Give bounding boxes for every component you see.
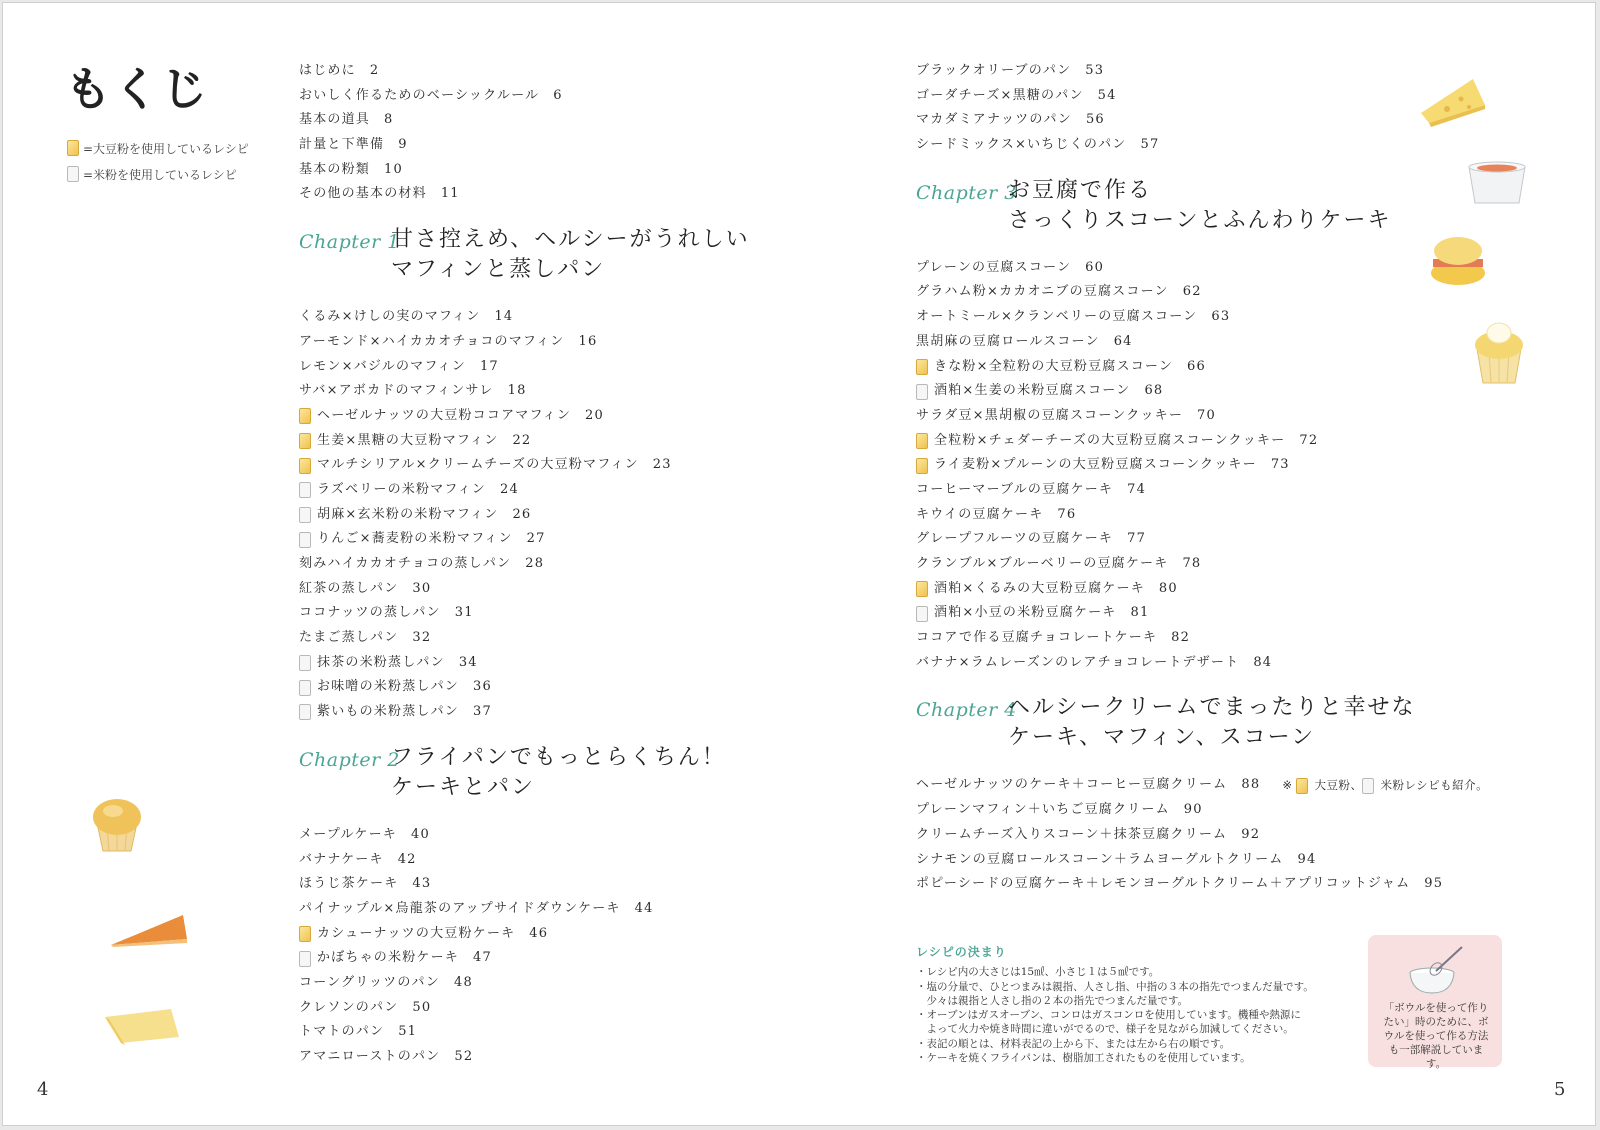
- rice-flour-icon: [1362, 778, 1374, 794]
- rules-line: ・表記の順とは、材料表記の上から下、または左から右の順です。: [916, 1037, 1231, 1050]
- entry-page: 36: [473, 679, 492, 695]
- toc-entry[interactable]: [299, 1020, 859, 1045]
- rice-flour-icon: [299, 532, 311, 548]
- toc-entry[interactable]: [916, 626, 1516, 651]
- entry-page: 14: [494, 309, 514, 325]
- entry-title: はじめに: [299, 63, 356, 78]
- chapter-title-line: 甘さ控えめ、ヘルシーがうれしい: [391, 227, 750, 253]
- toc-entry[interactable]: [916, 429, 1516, 454]
- toc-entry[interactable]: [916, 280, 1516, 305]
- toc-entry[interactable]: [916, 823, 1516, 848]
- entry-page: 84: [1253, 654, 1273, 670]
- toc-entry[interactable]: [916, 256, 1516, 281]
- chapter-title: [391, 743, 726, 803]
- legend: [67, 135, 249, 187]
- toc-entry[interactable]: [299, 577, 859, 602]
- chapter-title-line: ケーキとパン: [391, 774, 536, 800]
- soy-flour-icon: [916, 581, 928, 597]
- chapter-title: [391, 225, 750, 285]
- toc-entry[interactable]: [299, 453, 859, 478]
- entry-page: 42: [397, 851, 417, 867]
- chapter-title-line: ケーキ、マフィン、スコーン: [1008, 725, 1316, 751]
- rice-flour-icon: [67, 166, 79, 182]
- soy-flour-icon: [1296, 778, 1308, 794]
- toc-entry[interactable]: [916, 404, 1516, 429]
- entry-page: 60: [1085, 259, 1105, 275]
- entry-title: 生姜×黒糖の大豆粉マフィン: [317, 432, 499, 448]
- entry-title: バナナケーキ: [299, 851, 384, 867]
- legend-row-soy: [67, 135, 249, 161]
- entry-page: 37: [473, 704, 492, 720]
- entry-page: 80: [1158, 580, 1178, 596]
- toc-entry[interactable]: [299, 182, 859, 207]
- chapter-1-list: [299, 305, 859, 725]
- entry-title: マルチシリアル×クリームチーズの大豆粉マフィン: [317, 457, 639, 473]
- entry-page: 82: [1171, 630, 1191, 646]
- entry-title: ヘーゼルナッツのケーキ＋コーヒー豆腐クリーム: [916, 777, 1228, 793]
- entry-title: レモン×バジルのマフィン: [299, 358, 466, 374]
- toc-entry[interactable]: [299, 133, 859, 158]
- toc-entry[interactable]: [299, 552, 859, 577]
- toc-entry[interactable]: [916, 773, 1516, 798]
- entry-title: りんご×蕎麦粉の米粉マフィン: [317, 531, 513, 547]
- entry-title: コーヒーマーブルの豆腐ケーキ: [916, 481, 1114, 497]
- rules-line: ・ケーキを焼くフライパンは、樹脂加工されたものを使用しています。: [916, 1052, 1251, 1065]
- note-soy-text: 大豆粉、: [1314, 778, 1363, 793]
- toc-entry[interactable]: [299, 527, 859, 552]
- scone-slice-illustration: [1417, 75, 1489, 127]
- rice-flour-icon: [299, 704, 311, 720]
- toc-entry[interactable]: [299, 626, 859, 651]
- toc-entry[interactable]: [299, 1045, 859, 1070]
- entry-page: 81: [1130, 605, 1150, 621]
- book-spread: [2, 2, 1596, 1126]
- entry-title: きな粉×全粒粉の大豆粉豆腐スコーン: [934, 358, 1174, 374]
- toc-entry[interactable]: [299, 675, 859, 700]
- entry-page: 11: [440, 186, 460, 202]
- entry-title: ゴーダチーズ×黒糖のパン: [916, 87, 1084, 103]
- chapter-title: [1008, 176, 1392, 236]
- entry-title: ライ麦粉×プルーンの大豆粉豆腐スコーンクッキー: [934, 457, 1257, 473]
- toc-entry[interactable]: [916, 478, 1516, 503]
- toc-entry[interactable]: [299, 305, 859, 330]
- toc-entry[interactable]: [299, 108, 859, 133]
- toc-entry[interactable]: [299, 59, 859, 84]
- entry-title: キウイの豆腐ケーキ: [916, 506, 1044, 522]
- chapter-2-heading: [299, 739, 859, 811]
- rules-line: ・塩の分量で、ひとつまみは親指、人さし指、中指の３本の指先でつまんだ量です。: [916, 980, 1314, 993]
- cake-slice-illustration: [109, 909, 191, 949]
- bowl-note-text: [1380, 1001, 1492, 1071]
- toc-left-column: [299, 59, 859, 1070]
- entry-page: 76: [1057, 506, 1077, 522]
- soy-flour-icon: [299, 408, 311, 424]
- entry-title: 基本の道具: [299, 112, 371, 128]
- cream-cup-illustration: [1465, 159, 1529, 207]
- toc-entry[interactable]: [916, 503, 1516, 528]
- toc-entry[interactable]: [299, 872, 859, 897]
- entry-title: サバ×アボカドのマフィンサレ: [299, 383, 494, 399]
- entry-page: 30: [412, 580, 432, 596]
- chapter-label: Chapter 4: [916, 699, 1017, 722]
- entry-title: くるみ×けしの実のマフィン: [299, 309, 481, 325]
- entry-page: 23: [652, 457, 672, 473]
- entry-title: バナナ×ラムレーズンのレアチョコレートデザート: [916, 654, 1240, 670]
- entry-note: [1282, 773, 1488, 798]
- entry-page: 57: [1140, 137, 1160, 153]
- entry-page: 94: [1297, 851, 1317, 867]
- entry-title: シードミックス×いちじくのパン: [916, 137, 1127, 153]
- entry-title: 紅茶の蒸しパン: [299, 580, 399, 596]
- entry-title: サラダ豆×黒胡椒の豆腐スコーンクッキー: [916, 407, 1184, 423]
- bowl-note-line: ウルを使って作る方法: [1383, 1030, 1489, 1042]
- cheesecake-illustration: [101, 1003, 183, 1047]
- rules-line: ・レシピ内の大さじは15㎖、小さじ１は５㎖です。: [916, 966, 1160, 979]
- rice-flour-icon: [916, 606, 928, 622]
- toc-entry[interactable]: [299, 848, 859, 873]
- entry-page: 88: [1241, 777, 1261, 793]
- bowl-whisk-icon: [1402, 943, 1468, 997]
- toc-entry[interactable]: [916, 552, 1516, 577]
- entry-page: 48: [453, 974, 473, 990]
- entry-title: グレープフルーツの豆腐ケーキ: [916, 531, 1114, 547]
- toc-entry[interactable]: [299, 404, 859, 429]
- toc-entry[interactable]: [916, 872, 1516, 897]
- bowl-note-line: も一部解説しています。: [1388, 1044, 1484, 1070]
- page-title: もくじ: [65, 62, 209, 116]
- toc-entry[interactable]: [299, 700, 859, 725]
- entry-title: 紫いもの米粉蒸しパン: [317, 704, 460, 720]
- chapter-4-list: [916, 773, 1516, 896]
- rice-flour-icon: [916, 384, 928, 400]
- entry-title: 計量と下準備: [299, 137, 385, 153]
- soy-flour-icon: [299, 926, 311, 942]
- entry-title: クリームチーズ入りスコーン＋抹茶豆腐クリーム: [916, 826, 1228, 842]
- entry-page: 74: [1127, 481, 1147, 497]
- toc-entry[interactable]: [299, 823, 859, 848]
- bowl-note-line: 「ボウルを使って作り: [1383, 1002, 1489, 1014]
- entry-title: コーングリッツのパン: [299, 974, 440, 990]
- entry-title: おいしく作るためのベーシックルール: [299, 87, 540, 103]
- entry-title: 胡麻×玄米粉の米粉マフィン: [317, 506, 499, 522]
- rice-flour-icon: [299, 655, 311, 671]
- entry-title: ブラックオリーブのパン: [916, 63, 1072, 78]
- entry-title: 酒粕×くるみの大豆粉豆腐ケーキ: [934, 580, 1145, 596]
- toc-entry[interactable]: [916, 527, 1516, 552]
- entry-title: カシューナッツの大豆粉ケーキ: [317, 925, 516, 941]
- toc-entry[interactable]: [916, 577, 1516, 602]
- toc-entry[interactable]: [916, 355, 1516, 380]
- entry-title: パイナップル×烏龍茶のアップサイドダウンケーキ: [299, 900, 621, 916]
- chapter-3-heading: [916, 172, 1516, 244]
- entry-title: グラハム粉×カカオニブの豆腐スコーン: [916, 284, 1169, 300]
- chapter-title: [1008, 693, 1415, 753]
- soy-flour-icon: [916, 433, 928, 449]
- soy-flour-icon: [916, 359, 928, 375]
- chapter-title-line: さっくりスコーンとふんわりケーキ: [1008, 207, 1392, 233]
- entry-title: クランブル×ブルーベリーの豆腐ケーキ: [916, 556, 1169, 571]
- entry-title: ポピーシードの豆腐ケーキ＋レモンヨーグルトクリーム＋アプリコットジャム: [916, 876, 1411, 892]
- note-rice-text: 米粉レシピも紹介。: [1380, 778, 1489, 793]
- entry-page: 90: [1183, 802, 1203, 818]
- entry-page: 10: [384, 161, 403, 177]
- entry-title: 酒粕×小豆の米粉豆腐ケーキ: [934, 605, 1117, 621]
- entry-page: 27: [526, 531, 546, 547]
- toc-entry[interactable]: [299, 330, 859, 355]
- toc-right-column: [916, 59, 1516, 897]
- chapter-3-list: [916, 256, 1516, 676]
- rules-title: レシピの決まり: [916, 945, 1007, 959]
- bowl-note-line: たい」時のために、ボ: [1383, 1016, 1489, 1028]
- chapter-label: Chapter 3: [916, 181, 1017, 204]
- note-prefix: ※: [1282, 778, 1293, 793]
- toc-entry[interactable]: [299, 601, 859, 626]
- chapter-2-list: [299, 823, 859, 1070]
- entry-page: 77: [1127, 531, 1147, 547]
- recipe-rules: [916, 945, 1336, 1065]
- entry-title: 全粒粉×チェダーチーズの大豆粉豆腐スコーンクッキー: [934, 432, 1286, 448]
- entry-page: 54: [1097, 87, 1117, 103]
- chapter-title-line: フライパンでもっとらくちん！: [391, 744, 726, 770]
- chapter-1-heading: [299, 221, 859, 293]
- entry-page: 73: [1270, 457, 1290, 473]
- entry-title: ココナッツの蒸しパン: [299, 605, 441, 621]
- toc-entry[interactable]: [916, 848, 1516, 873]
- entry-title: ラズベリーの米粉マフィン: [317, 481, 486, 497]
- entry-page: 34: [458, 654, 478, 670]
- toc-entry[interactable]: [299, 478, 859, 503]
- entry-page: 47: [473, 950, 492, 966]
- entry-page: 20: [585, 407, 604, 423]
- rice-flour-icon: [299, 951, 311, 967]
- rice-flour-icon: [299, 482, 311, 498]
- entry-page: 24: [499, 481, 519, 497]
- entry-title: 酒粕×生姜の米粉豆腐スコーン: [934, 383, 1131, 399]
- legend-row-rice: [67, 161, 249, 187]
- toc-entry[interactable]: [916, 651, 1516, 676]
- entry-page: 95: [1424, 876, 1444, 892]
- sandwich-scone-illustration: [1427, 229, 1489, 287]
- entry-page: 40: [410, 826, 430, 842]
- bowl-note: [1368, 935, 1502, 1070]
- entry-title: アマニローストのパン: [299, 1049, 441, 1064]
- entry-page: 70: [1197, 407, 1216, 423]
- entry-page: 92: [1241, 826, 1261, 842]
- entry-page: 62: [1182, 284, 1202, 300]
- chapter-title-line: マフィンと蒸しパン: [391, 257, 606, 283]
- entry-page: 28: [525, 556, 545, 571]
- entry-page: 22: [512, 432, 532, 448]
- entry-page: 68: [1144, 383, 1164, 399]
- entry-page: 52: [454, 1049, 474, 1064]
- entry-title: マカダミアナッツのパン: [916, 112, 1072, 128]
- chapter-4-heading: [916, 689, 1516, 761]
- entry-title: お味噌の米粉蒸しパン: [317, 679, 460, 695]
- soy-flour-icon: [67, 140, 79, 156]
- toc-entry[interactable]: [916, 453, 1516, 478]
- entry-page: 78: [1182, 556, 1202, 571]
- entry-page: 6: [553, 87, 563, 103]
- entry-page: 32: [412, 630, 432, 646]
- entry-title: 刻みハイカカオチョコの蒸しパン: [299, 556, 512, 571]
- entry-title: メープルケーキ: [299, 826, 397, 842]
- entry-page: 46: [529, 925, 549, 941]
- soy-flour-icon: [916, 458, 928, 474]
- entry-title: 黒胡麻の豆腐ロールスコーン: [916, 333, 1100, 349]
- toc-entry[interactable]: [299, 897, 859, 922]
- entry-title: たまご蒸しパン: [299, 630, 399, 646]
- entry-title: アーモンド×ハイカカオチョコのマフィン: [299, 333, 565, 349]
- entry-page: 8: [384, 112, 394, 128]
- entry-page: 43: [412, 876, 432, 892]
- toc-entry[interactable]: [299, 971, 859, 996]
- entry-title: トマトのパン: [299, 1024, 385, 1040]
- entry-page: 50: [412, 999, 432, 1015]
- entry-title: ほうじ茶ケーキ: [299, 876, 399, 892]
- muffin-illustration: [83, 789, 149, 855]
- entry-title: プレーンマフィン＋いちご豆腐クリーム: [916, 802, 1170, 818]
- legend-label: =大豆粉を使用しているレシピ: [83, 141, 249, 156]
- rice-flour-icon: [299, 507, 311, 523]
- entry-page: 2: [369, 63, 380, 78]
- toc-entry[interactable]: [299, 946, 859, 971]
- toc-entry[interactable]: [299, 355, 859, 380]
- rules-line: ・オーブンはガスオーブン、コンロはガスコンロを使用しています。機種や熱源に: [916, 1009, 1301, 1022]
- chapter-title-line: お豆腐で作る: [1008, 177, 1153, 203]
- entry-page: 56: [1085, 112, 1105, 128]
- toc-entry[interactable]: [299, 158, 859, 183]
- entry-title: ココアで作る豆腐チョコレートケーキ: [916, 630, 1158, 646]
- toc-entry[interactable]: [299, 84, 859, 109]
- toc-entry[interactable]: [916, 798, 1516, 823]
- chapter-title-line: ヘルシークリームでまったりと幸せな: [1008, 695, 1416, 721]
- toc-entry[interactable]: [299, 922, 859, 947]
- toc-entry[interactable]: [299, 996, 859, 1021]
- chapter-label: Chapter 2: [299, 748, 400, 771]
- page-number-left: 4: [37, 1079, 49, 1100]
- entry-page: 53: [1085, 63, 1105, 78]
- entry-page: 16: [578, 333, 598, 349]
- entry-title: その他の基本の材料: [299, 186, 427, 202]
- soy-flour-icon: [299, 433, 311, 449]
- toc-entry[interactable]: [916, 133, 1516, 158]
- toc-entry[interactable]: [299, 503, 859, 528]
- muffin-cream-illustration: [1469, 317, 1529, 387]
- toc-entry[interactable]: [299, 429, 859, 454]
- entry-title: 抹茶の米粉蒸しパン: [317, 654, 445, 670]
- entry-page: 17: [479, 358, 499, 374]
- entry-page: 66: [1187, 358, 1206, 374]
- entry-title: ヘーゼルナッツの大豆粉ココアマフィン: [317, 407, 572, 423]
- entry-page: 18: [507, 383, 527, 399]
- soy-flour-icon: [299, 458, 311, 474]
- toc-entry[interactable]: [299, 651, 859, 676]
- chapter-label: Chapter 1: [299, 231, 400, 254]
- entry-title: オートミール×クランベリーの豆腐スコーン: [916, 309, 1198, 325]
- entry-title: クレソンのパン: [299, 999, 399, 1015]
- intro-list: [299, 59, 859, 207]
- entry-page: 63: [1211, 309, 1231, 325]
- entry-title: シナモンの豆腐ロールスコーン＋ラムヨーグルトクリーム: [916, 851, 1284, 867]
- toc-entry[interactable]: [916, 330, 1516, 355]
- entry-page: 51: [398, 1024, 418, 1040]
- entry-page: 31: [454, 605, 474, 621]
- rice-flour-icon: [299, 680, 311, 696]
- entry-page: 72: [1299, 432, 1319, 448]
- entry-page: 44: [634, 900, 654, 916]
- entry-title: プレーンの豆腐スコーン: [916, 259, 1072, 275]
- entry-page: 9: [398, 137, 408, 153]
- toc-entry[interactable]: [916, 305, 1516, 330]
- toc-entry[interactable]: [916, 601, 1516, 626]
- entry-title: かぼちゃの米粉ケーキ: [317, 950, 460, 966]
- page-number-right: 5: [1554, 1079, 1566, 1100]
- rules-line: よって火力や焼き時間に違いがでるので、様子を見ながら加減してください。: [916, 1023, 1294, 1036]
- entry-page: 26: [512, 506, 532, 522]
- entry-page: 64: [1113, 333, 1133, 349]
- rules-line: 少々は親指と人さし指の２本の指先でつまんだ量です。: [916, 994, 1189, 1007]
- legend-label: =米粉を使用しているレシピ: [83, 167, 237, 182]
- toc-entry[interactable]: [299, 379, 859, 404]
- toc-entry[interactable]: [916, 379, 1516, 404]
- entry-title: 基本の粉類: [299, 161, 371, 177]
